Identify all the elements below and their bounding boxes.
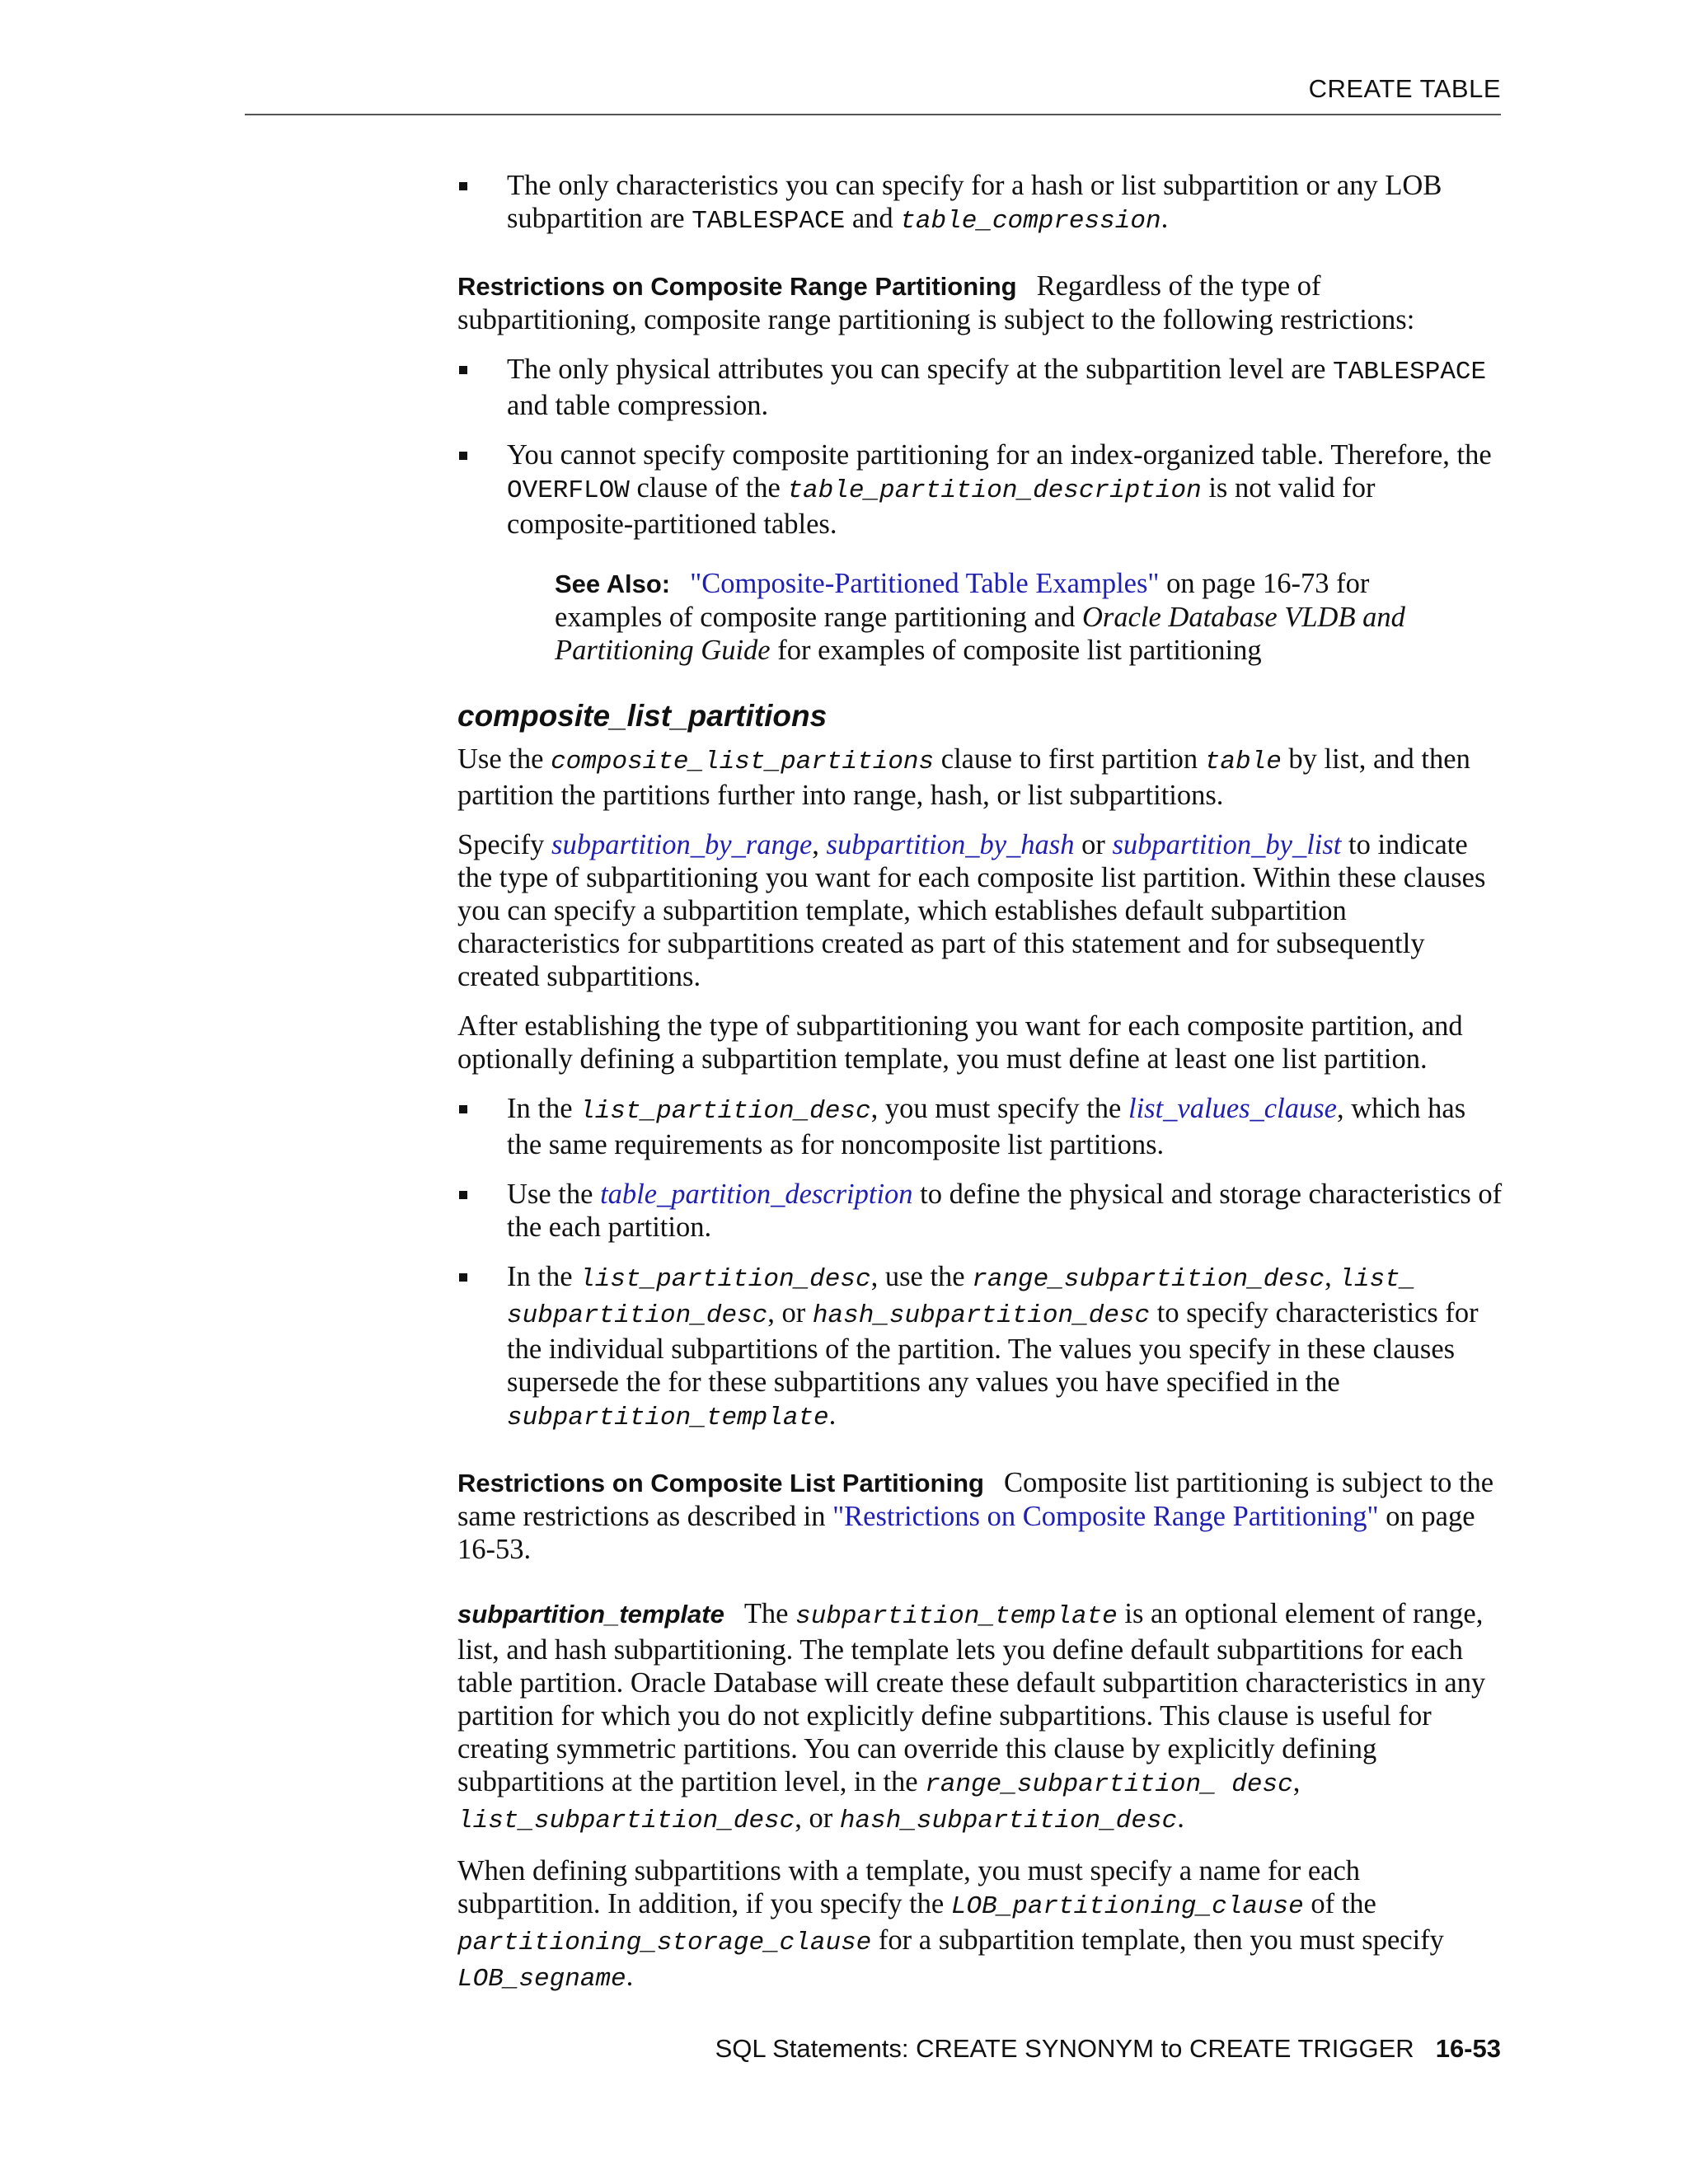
bullet-icon	[459, 366, 467, 374]
page-number: 16-53	[1435, 2034, 1501, 2063]
paragraph: When defining subpartitions with a template, you must specify a name for each subpartition. In addition, if you specify the LOB_partitioning_clause of the partitioning_storage_clause for a subpartition template, then you must specify LOB_segname.	[457, 1855, 1444, 1994]
bullet-list-list	[457, 1092, 1503, 1435]
list-item: The only physical attributes you can specify at the subpartition level are TABLESPACE and table compression.	[457, 353, 1503, 422]
link-subpartition-by-hash[interactable]: subpartition_by_hash	[826, 829, 1075, 860]
list-item: In the list_partition_desc, use the range_subpartition_desc, list_ subpartition_desc, or hash_subpartition_desc to specify characteristics for the individual subpartitions of the partition. The values you specify in these clauses supersede the for these subpartitions any values you have specified in the subpartition_template.	[457, 1260, 1503, 1435]
footer-title: SQL Statements: CREATE SYNONYM to CREATE TRIGGER	[715, 2034, 1414, 2063]
code-table-compression: table_compression	[900, 207, 1161, 236]
bullet-icon	[459, 182, 467, 190]
subpartition-template-heading: subpartition_template	[457, 1600, 724, 1629]
section-heading: composite_list_partitions	[457, 699, 828, 733]
see-also-link[interactable]: "Composite-Partitioned Table Examples"	[690, 568, 1160, 599]
list-item: The only characteristics you can specify for a hash or list subpartition or any LOB subpartition are TABLESPACE and table_compression.	[457, 169, 1503, 238]
list-item: Use the table_partition_description to define the physical and storage characteristics of the each partition.	[457, 1178, 1503, 1244]
paragraph: After establishing the type of subpartitioning you want for each composite partition, and optionally defining a subpartition template, you must define at least one list partition.	[457, 1010, 1463, 1075]
restrictions-range-heading: Restrictions on Composite Range Partitioning	[457, 272, 1017, 301]
paragraph: Use the composite_list_partitions clause to first partition table by list, and then partition the partitions further into range, hash, or list subpartitions.	[457, 743, 1470, 811]
restrictions-range-paragraph: Restrictions on Composite Range Partitioning Regardless of the type of subpartitioning, composite range partitioning is subject to the following restrictions:	[457, 270, 1415, 335]
bullet-icon	[459, 452, 467, 460]
bullet-list-range	[457, 353, 1503, 541]
header-rule	[245, 114, 1501, 115]
see-also-note: See Also: "Composite-Partitioned Table Examples" on page 16-73 for examples of composite range partitioning and Oracle Database VLDB and Partitioning Guide for examples of composite list partitioning	[555, 568, 1405, 666]
bullet-icon	[459, 1105, 467, 1113]
list-item: In the list_partition_desc, you must specify the list_values_clause, which has the same requirements as for noncomposite list partitions.	[457, 1092, 1503, 1161]
bullet-icon	[459, 1273, 467, 1282]
bullet-list-top	[457, 169, 1503, 238]
code-tablespace: TABLESPACE	[692, 207, 846, 236]
restrictions-list-heading: Restrictions on Composite List Partitioning	[457, 1469, 984, 1497]
list-item: You cannot specify composite partitioning for an index-organized table. Therefore, the OVERFLOW clause of the table_partition_description is not valid for composite-partitioned tables.	[457, 438, 1503, 541]
page-footer	[715, 2034, 1501, 2064]
running-head: CREATE TABLE	[1308, 74, 1501, 103]
link-restrictions-range[interactable]: "Restrictions on Composite Range Partitioning"	[832, 1501, 1379, 1532]
see-also-label: See Also:	[555, 569, 671, 598]
link-subpartition-by-range[interactable]: subpartition_by_range	[551, 829, 813, 860]
paragraph: Specify subpartition_by_range, subpartition_by_hash or subpartition_by_list to indicate the type of subpartitioning you want for each composite list partition. Within these clauses you can specify a subpartition template, which establishes default subpartition characteristics for subpartitions created as part of this statement and for subsequently created subpartitions.	[457, 829, 1486, 992]
subpartition-template-paragraph: subpartition_template The subpartition_template is an optional element of range, list, and hash subpartitioning. The template lets you define default subpartitions for each table partition. Oracle Database will create these default subpartition characteristics in any partition for which you do not explicitly define subpartitions. This clause is useful for creating symmetric partitions. You can override this clause by explicitly defining subpartitions at the partition level, in the range_subpartition_ desc, list_subpartition_desc, or hash_subpartition_desc.	[457, 1598, 1486, 1835]
link-table-partition-description[interactable]: table_partition_description	[600, 1179, 913, 1210]
page-body	[457, 169, 1503, 2013]
restrictions-list-paragraph: Restrictions on Composite List Partitioning Composite list partitioning is subject to the same restrictions as described in "Restrictions on Composite Range Partitioning" on page 16-53.	[457, 1467, 1494, 1565]
link-list-values-clause[interactable]: list_values_clause	[1128, 1093, 1337, 1124]
link-subpartition-by-list[interactable]: subpartition_by_list	[1112, 829, 1342, 860]
bullet-icon	[459, 1191, 467, 1199]
